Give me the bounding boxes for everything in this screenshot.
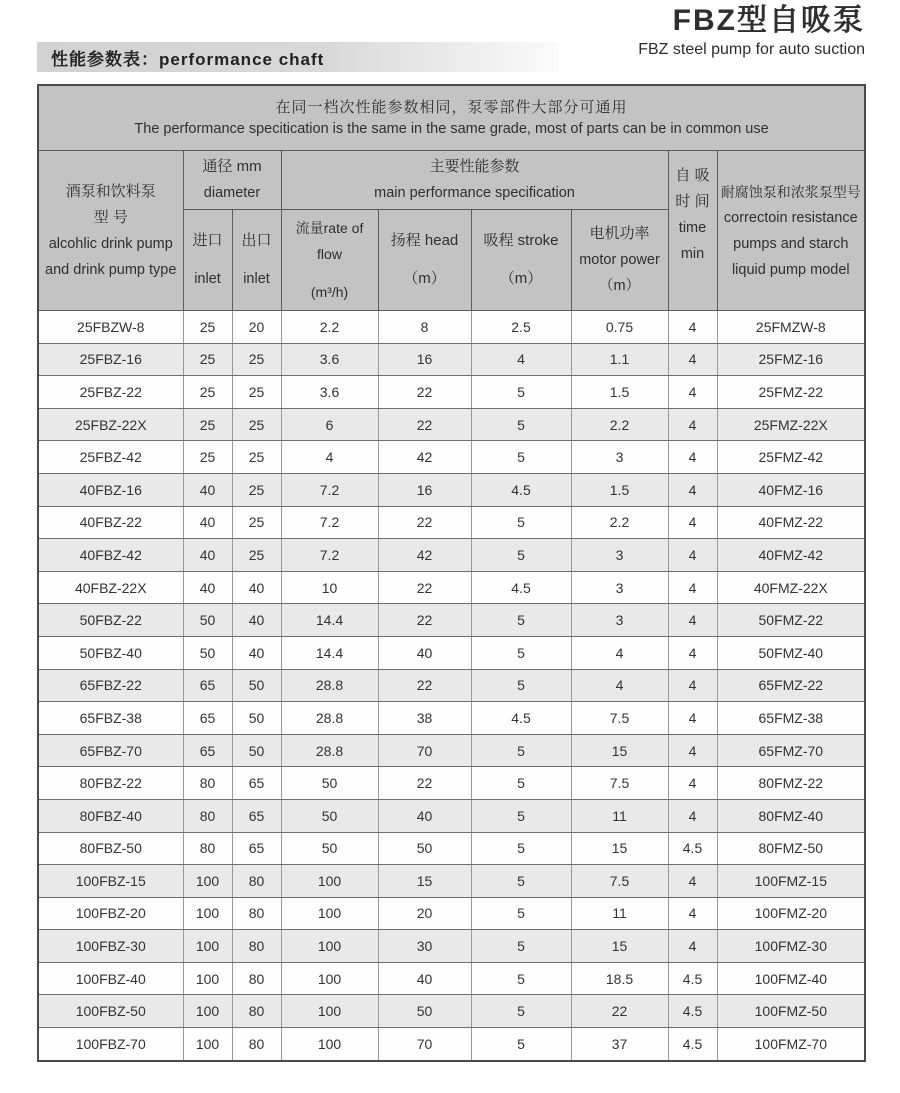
cell-inlet_out: 50 [232, 734, 281, 767]
cell-power: 2.2 [571, 506, 668, 539]
cell-time: 4.5 [668, 1028, 717, 1061]
cell-stroke: 4.5 [471, 702, 571, 735]
cell-flow: 3.6 [281, 343, 378, 376]
cell-head: 42 [378, 539, 471, 572]
cell-model: 80FBZ-22 [38, 767, 183, 800]
cell-inlet_out: 80 [232, 897, 281, 930]
performance-table [37, 84, 866, 1062]
table-row [38, 1028, 865, 1061]
cell-model: 50FBZ-40 [38, 636, 183, 669]
cell-stroke: 5 [471, 636, 571, 669]
table-row [38, 734, 865, 767]
cell-power: 37 [571, 1028, 668, 1061]
cell-head: 16 [378, 473, 471, 506]
cell-power: 7.5 [571, 767, 668, 800]
cell-time: 4 [668, 311, 717, 344]
table-row [38, 506, 865, 539]
cell-flow: 100 [281, 897, 378, 930]
cell-model: 25FBZ-42 [38, 441, 183, 474]
cell-model: 25FBZW-8 [38, 311, 183, 344]
cell-model: 65FBZ-22 [38, 669, 183, 702]
cell-model: 65FBZ-70 [38, 734, 183, 767]
cell-stroke: 5 [471, 995, 571, 1028]
cell-stroke: 5 [471, 767, 571, 800]
cell-power: 15 [571, 930, 668, 963]
cell-inlet_in: 25 [183, 311, 232, 344]
table-row [38, 441, 865, 474]
cell-power: 1.1 [571, 343, 668, 376]
cell-fmz_model: 40FMZ-22X [717, 571, 865, 604]
cell-head: 22 [378, 604, 471, 637]
cell-inlet_in: 80 [183, 799, 232, 832]
cell-stroke: 5 [471, 539, 571, 572]
table-row [38, 767, 865, 800]
cell-head: 22 [378, 376, 471, 409]
cell-head: 40 [378, 962, 471, 995]
cell-flow: 14.4 [281, 636, 378, 669]
head-line2: （m） [403, 270, 446, 287]
model-header-zh2: 型 号 [93, 208, 128, 226]
column-header-model [38, 151, 183, 311]
cell-flow: 6 [281, 408, 378, 441]
cell-head: 70 [378, 1028, 471, 1061]
column-header-stroke [471, 210, 571, 311]
cell-fmz_model: 40FMZ-42 [717, 539, 865, 572]
cell-inlet_in: 100 [183, 897, 232, 930]
cell-time: 4 [668, 539, 717, 572]
cell-flow: 2.2 [281, 311, 378, 344]
cell-inlet_out: 25 [232, 539, 281, 572]
cell-head: 22 [378, 571, 471, 604]
cell-inlet_out: 65 [232, 832, 281, 865]
section-title-bar [37, 42, 559, 72]
cell-flow: 14.4 [281, 604, 378, 637]
cell-stroke: 5 [471, 408, 571, 441]
cell-head: 30 [378, 930, 471, 963]
cell-inlet_out: 50 [232, 669, 281, 702]
cell-stroke: 5 [471, 506, 571, 539]
column-header-inlet-out [232, 210, 281, 311]
cell-inlet_out: 50 [232, 702, 281, 735]
cell-flow: 100 [281, 930, 378, 963]
cell-flow: 50 [281, 799, 378, 832]
inlet-in-zh: 进口 [192, 232, 223, 249]
table-row [38, 930, 865, 963]
cell-fmz_model: 100FMZ-40 [717, 962, 865, 995]
cell-head: 20 [378, 897, 471, 930]
table-row [38, 865, 865, 898]
diameter-group-zh: 通径 mm [202, 158, 262, 175]
model-header-en1: alcohlic drink pump [48, 235, 173, 252]
cell-head: 40 [378, 636, 471, 669]
cell-fmz_model: 50FMZ-40 [717, 636, 865, 669]
table-row [38, 539, 865, 572]
page-heading [638, 4, 865, 60]
cell-model: 100FBZ-70 [38, 1028, 183, 1061]
table-row [38, 343, 865, 376]
power-line3: （m） [598, 278, 641, 294]
cell-fmz_model: 80FMZ-22 [717, 767, 865, 800]
model-header-zh1: 酒泵和饮料泵 [65, 182, 156, 200]
cell-head: 70 [378, 734, 471, 767]
power-line1: 电机功率 [589, 225, 650, 242]
cell-inlet_out: 65 [232, 799, 281, 832]
cell-flow: 7.2 [281, 473, 378, 506]
cell-stroke: 5 [471, 799, 571, 832]
cell-flow: 100 [281, 962, 378, 995]
column-header-suction-time [668, 151, 717, 311]
time-header-zh1: 自 吸 [675, 167, 710, 184]
cell-power: 15 [571, 734, 668, 767]
table-row [38, 702, 865, 735]
cell-power: 11 [571, 799, 668, 832]
table-row [38, 832, 865, 865]
cell-power: 0.75 [571, 311, 668, 344]
cell-fmz_model: 80FMZ-50 [717, 832, 865, 865]
column-group-main-performance [281, 151, 668, 210]
cell-flow: 4 [281, 441, 378, 474]
table-row [38, 669, 865, 702]
table-row [38, 995, 865, 1028]
cell-time: 4 [668, 441, 717, 474]
cell-inlet_in: 80 [183, 832, 232, 865]
cell-inlet_in: 25 [183, 441, 232, 474]
cell-inlet_in: 25 [183, 376, 232, 409]
cell-stroke: 5 [471, 962, 571, 995]
fmz-header-zh: 耐腐蚀泵和浓浆泵型号 [720, 183, 861, 200]
column-header-fmz-model [717, 151, 865, 311]
cell-inlet_out: 25 [232, 473, 281, 506]
cell-power: 15 [571, 832, 668, 865]
cell-fmz_model: 100FMZ-30 [717, 930, 865, 963]
cell-model: 65FBZ-38 [38, 702, 183, 735]
cell-stroke: 5 [471, 441, 571, 474]
cell-inlet_in: 100 [183, 1028, 232, 1061]
page-title-english: FBZ steel pump for auto suction [638, 41, 865, 58]
cell-time: 4 [668, 376, 717, 409]
cell-power: 3 [571, 604, 668, 637]
cell-flow: 50 [281, 832, 378, 865]
time-header-zh2: 时 间 [675, 193, 710, 210]
head-line1: 扬程 head [390, 232, 459, 249]
cell-time: 4 [668, 473, 717, 506]
cell-inlet_in: 40 [183, 539, 232, 572]
cell-inlet_in: 80 [183, 767, 232, 800]
cell-stroke: 4 [471, 343, 571, 376]
cell-inlet_out: 80 [232, 930, 281, 963]
cell-head: 22 [378, 767, 471, 800]
main-group-zh: 主要性能参数 [429, 158, 520, 175]
cell-time: 4 [668, 930, 717, 963]
cell-time: 4 [668, 799, 717, 832]
table-row [38, 408, 865, 441]
banner-text-chinese: 在同一档次性能参数相同，泵零部件大部分可通用 [275, 99, 628, 116]
stroke-line2: （m） [499, 270, 543, 287]
cell-inlet_out: 20 [232, 311, 281, 344]
cell-inlet_out: 25 [232, 343, 281, 376]
table-row [38, 897, 865, 930]
table-row [38, 604, 865, 637]
cell-model: 40FBZ-42 [38, 539, 183, 572]
cell-stroke: 5 [471, 669, 571, 702]
cell-inlet_out: 40 [232, 636, 281, 669]
cell-fmz_model: 100FMZ-20 [717, 897, 865, 930]
time-header-en2: min [680, 246, 705, 262]
cell-power: 3 [571, 539, 668, 572]
page-title-chinese: FBZ型自吸泵 [672, 4, 865, 37]
cell-time: 4 [668, 506, 717, 539]
cell-head: 8 [378, 311, 471, 344]
cell-power: 7.5 [571, 865, 668, 898]
cell-flow: 7.2 [281, 506, 378, 539]
cell-fmz_model: 100FMZ-70 [717, 1028, 865, 1061]
cell-fmz_model: 100FMZ-15 [717, 865, 865, 898]
cell-fmz_model: 40FMZ-22 [717, 506, 865, 539]
cell-flow: 100 [281, 1028, 378, 1061]
table-row [38, 376, 865, 409]
cell-power: 1.5 [571, 473, 668, 506]
table-row [38, 962, 865, 995]
header-row-upper [38, 151, 865, 210]
cell-model: 40FBZ-22X [38, 571, 183, 604]
cell-head: 22 [378, 506, 471, 539]
table-body [38, 311, 865, 1061]
cell-inlet_out: 25 [232, 408, 281, 441]
inlet-out-en: inlet [243, 271, 270, 287]
cell-flow: 28.8 [281, 734, 378, 767]
cell-fmz_model: 65FMZ-70 [717, 734, 865, 767]
column-group-diameter [183, 151, 281, 210]
cell-stroke: 5 [471, 930, 571, 963]
power-line2: motor power [579, 252, 660, 268]
table-row [38, 571, 865, 604]
cell-time: 4 [668, 702, 717, 735]
cell-stroke: 5 [471, 865, 571, 898]
column-header-inlet-in [183, 210, 232, 311]
cell-model: 25FBZ-22X [38, 408, 183, 441]
banner-text-english: The performance specitication is the same in the same grade, most of parts can be in common use [134, 121, 769, 137]
cell-time: 4 [668, 604, 717, 637]
cell-inlet_out: 25 [232, 441, 281, 474]
cell-inlet_out: 80 [232, 962, 281, 995]
column-header-motor-power [571, 210, 668, 311]
cell-inlet_in: 25 [183, 343, 232, 376]
cell-time: 4 [668, 767, 717, 800]
cell-stroke: 5 [471, 376, 571, 409]
banner-row [38, 85, 865, 151]
cell-inlet_in: 40 [183, 571, 232, 604]
cell-flow: 50 [281, 767, 378, 800]
cell-power: 4 [571, 669, 668, 702]
cell-time: 4.5 [668, 995, 717, 1028]
cell-flow: 7.2 [281, 539, 378, 572]
cell-fmz_model: 65FMZ-22 [717, 669, 865, 702]
cell-time: 4 [668, 734, 717, 767]
cell-inlet_in: 65 [183, 669, 232, 702]
cell-stroke: 5 [471, 832, 571, 865]
table-row [38, 799, 865, 832]
cell-flow: 28.8 [281, 669, 378, 702]
cell-fmz_model: 100FMZ-50 [717, 995, 865, 1028]
cell-stroke: 4.5 [471, 571, 571, 604]
stroke-line1: 吸程 stroke [483, 232, 559, 249]
cell-head: 50 [378, 832, 471, 865]
cell-stroke: 5 [471, 604, 571, 637]
cell-stroke: 5 [471, 897, 571, 930]
section-title: 性能参数表：performance chaft [51, 49, 325, 69]
cell-stroke: 4.5 [471, 473, 571, 506]
cell-model: 100FBZ-30 [38, 930, 183, 963]
cell-fmz_model: 50FMZ-22 [717, 604, 865, 637]
cell-fmz_model: 80FMZ-40 [717, 799, 865, 832]
cell-flow: 28.8 [281, 702, 378, 735]
fmz-header-en2: pumps and starch [733, 235, 849, 252]
cell-model: 40FBZ-16 [38, 473, 183, 506]
cell-power: 1.5 [571, 376, 668, 409]
cell-inlet_in: 50 [183, 604, 232, 637]
cell-power: 3 [571, 441, 668, 474]
cell-power: 3 [571, 571, 668, 604]
cell-head: 50 [378, 995, 471, 1028]
cell-inlet_out: 80 [232, 1028, 281, 1061]
cell-inlet_in: 100 [183, 962, 232, 995]
cell-inlet_in: 65 [183, 702, 232, 735]
cell-head: 15 [378, 865, 471, 898]
cell-inlet_out: 25 [232, 376, 281, 409]
cell-model: 80FBZ-40 [38, 799, 183, 832]
cell-model: 25FBZ-16 [38, 343, 183, 376]
cell-model: 50FBZ-22 [38, 604, 183, 637]
cell-model: 40FBZ-22 [38, 506, 183, 539]
cell-stroke: 5 [471, 1028, 571, 1061]
cell-model: 100FBZ-20 [38, 897, 183, 930]
cell-time: 4 [668, 343, 717, 376]
inlet-out-zh: 出口 [241, 232, 272, 249]
cell-power: 11 [571, 897, 668, 930]
cell-fmz_model: 40FMZ-16 [717, 473, 865, 506]
model-header-en2: and drink pump type [45, 261, 177, 278]
table-row [38, 636, 865, 669]
cell-model: 100FBZ-40 [38, 962, 183, 995]
cell-time: 4 [668, 571, 717, 604]
cell-flow: 100 [281, 995, 378, 1028]
table-row [38, 311, 865, 344]
cell-time: 4 [668, 636, 717, 669]
cell-power: 4 [571, 636, 668, 669]
cell-fmz_model: 65FMZ-38 [717, 702, 865, 735]
cell-inlet_in: 65 [183, 734, 232, 767]
cell-fmz_model: 25FMZ-16 [717, 343, 865, 376]
cell-power: 2.2 [571, 408, 668, 441]
cell-flow: 10 [281, 571, 378, 604]
cell-inlet_out: 40 [232, 604, 281, 637]
cell-stroke: 2.5 [471, 311, 571, 344]
fmz-header-en1: correctoin resistance [723, 209, 858, 226]
cell-head: 38 [378, 702, 471, 735]
cell-head: 16 [378, 343, 471, 376]
column-header-head [378, 210, 471, 311]
cell-inlet_in: 100 [183, 865, 232, 898]
cell-inlet_in: 100 [183, 995, 232, 1028]
cell-fmz_model: 25FMZ-22X [717, 408, 865, 441]
cell-model: 100FBZ-50 [38, 995, 183, 1028]
cell-time: 4.5 [668, 962, 717, 995]
cell-inlet_in: 40 [183, 473, 232, 506]
cell-head: 40 [378, 799, 471, 832]
cell-head: 22 [378, 408, 471, 441]
cell-inlet_in: 50 [183, 636, 232, 669]
cell-time: 4 [668, 408, 717, 441]
cell-inlet_in: 40 [183, 506, 232, 539]
cell-inlet_out: 25 [232, 506, 281, 539]
cell-model: 25FBZ-22 [38, 376, 183, 409]
cell-time: 4 [668, 669, 717, 702]
flow-line1: 流量rate of flow [295, 220, 364, 262]
cell-power: 22 [571, 995, 668, 1028]
cell-flow: 100 [281, 865, 378, 898]
cell-head: 42 [378, 441, 471, 474]
cell-flow: 3.6 [281, 376, 378, 409]
cell-fmz_model: 25FMZ-42 [717, 441, 865, 474]
cell-time: 4 [668, 897, 717, 930]
inlet-in-en: inlet [194, 271, 221, 287]
cell-inlet_out: 65 [232, 767, 281, 800]
cell-power: 7.5 [571, 702, 668, 735]
cell-power: 18.5 [571, 962, 668, 995]
cell-inlet_out: 80 [232, 865, 281, 898]
cell-stroke: 5 [471, 734, 571, 767]
cell-inlet_out: 40 [232, 571, 281, 604]
cell-model: 100FBZ-15 [38, 865, 183, 898]
banner-cell [38, 85, 865, 151]
diameter-group-en: diameter [203, 185, 261, 201]
cell-model: 80FBZ-50 [38, 832, 183, 865]
cell-fmz_model: 25FMZW-8 [717, 311, 865, 344]
fmz-header-en3: liquid pump model [731, 261, 850, 278]
column-header-flow [281, 210, 378, 311]
flow-line2: (m³/h) [310, 284, 349, 300]
cell-time: 4.5 [668, 832, 717, 865]
cell-inlet_in: 100 [183, 930, 232, 963]
cell-time: 4 [668, 865, 717, 898]
cell-inlet_in: 25 [183, 408, 232, 441]
time-header-en1: time [678, 220, 707, 236]
cell-inlet_out: 80 [232, 995, 281, 1028]
main-group-en: main performance specification [374, 185, 575, 201]
table-row [38, 473, 865, 506]
cell-head: 22 [378, 669, 471, 702]
cell-fmz_model: 25FMZ-22 [717, 376, 865, 409]
